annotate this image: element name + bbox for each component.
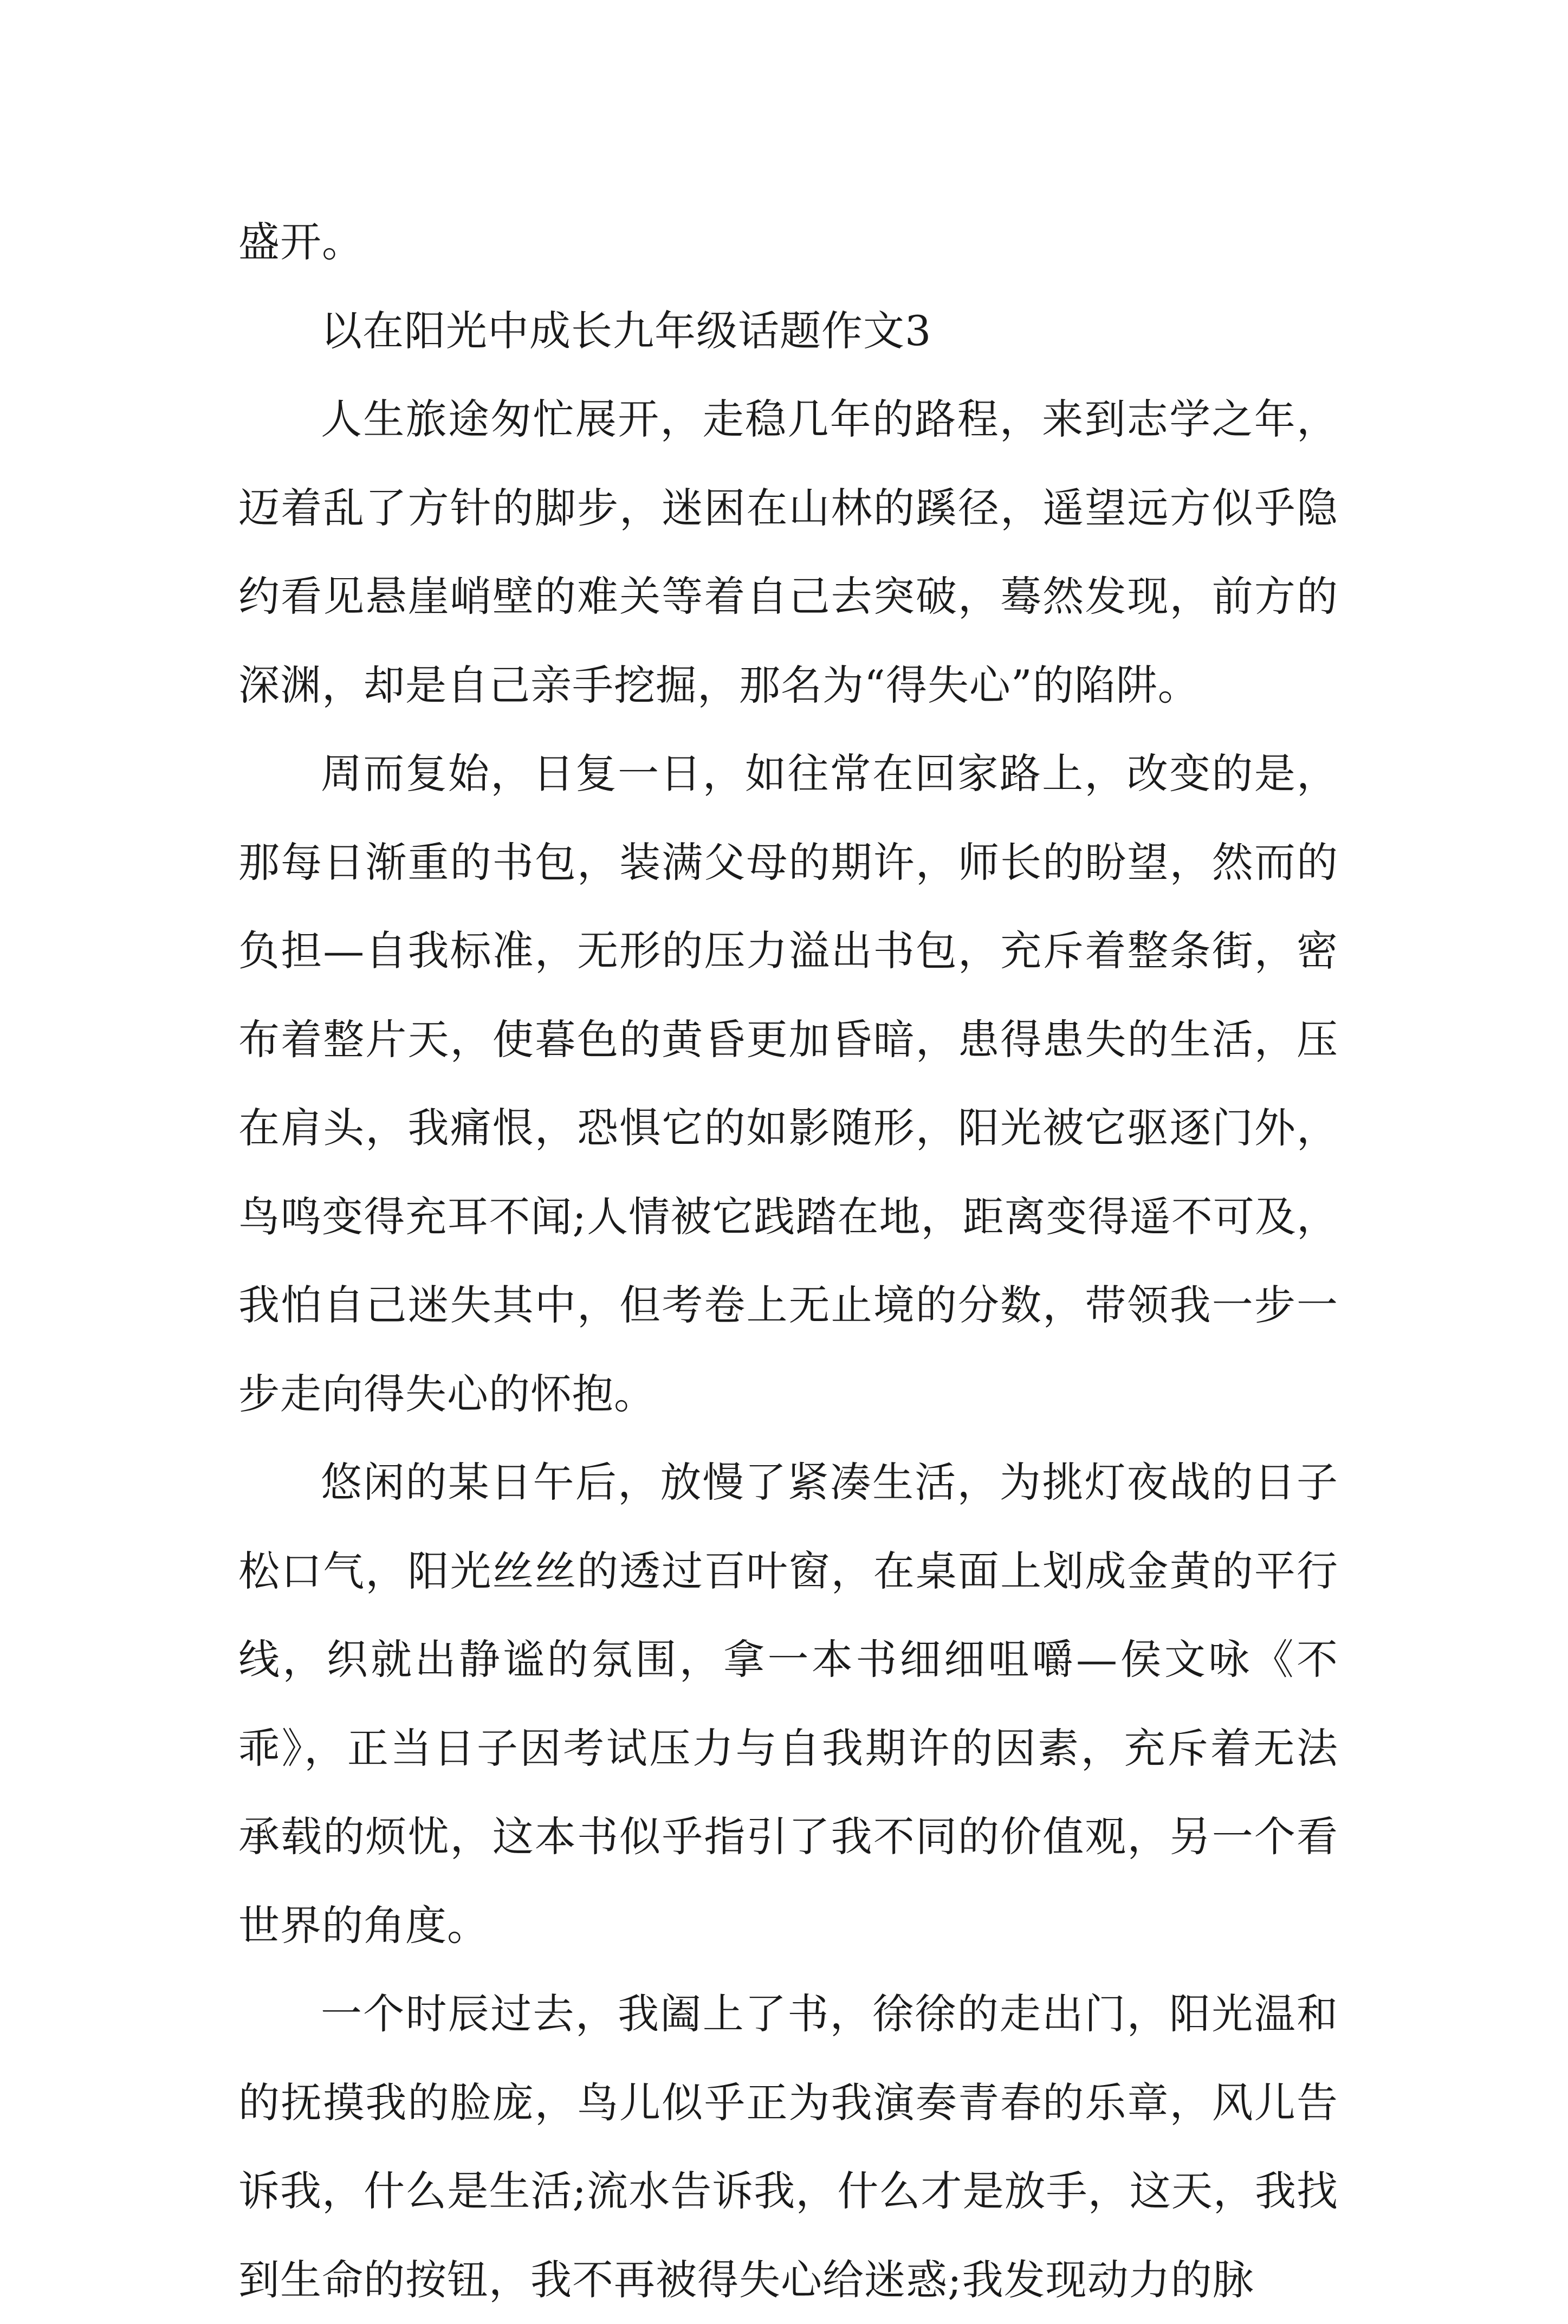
paragraph: 悠闲的某日午后，放慢了紧凑生活，为挑灯夜战的日子松口气，阳光丝丝的透过百叶窗，在桌面上划成金黄的平行线，织就出静谧的氛围，拿一本书细细咀嚼—侯文咏《不乖》，正当日子因考试压力与自我期许的因素，充斥着无法承载的烦忧，这本书似乎指引了我不同的价值观，另一个看世界的角度。: [238, 1458, 1338, 1950]
paragraph: 人生旅途匆忙展开，走稳几年的路程，来到志学之年，迈着乱了方针的脚步，迷困在山林的蹊径，遥望远方似乎隐约看见悬崖峭壁的难关等着自己去突破，蓦然发现，前方的深渊，却是自己亲手挖掘，那名为“得失心”的陷阱。: [238, 395, 1338, 709]
paragraph: 一个时辰过去，我阖上了书，徐徐的走出门，阳光温和的抚摸我的脸庞，鸟儿似乎正为我演奏青春的乐章，风儿告诉我，什么是生活;流水告诉我，什么才是放手，这天，我找到生命的按钮，我不再被得失心给迷惑;我发现动力的脉: [238, 1990, 1338, 2304]
paragraph: 周而复始，日复一日，如往常在回家路上，改变的是，那每日渐重的书包，装满父母的期许，师长的盼望，然而的负担—自我标准，无形的压力溢出书包，充斥着整条街，密布着整片天，使暮色的黄昏更加昏暗，患得患失的生活，压在肩头，我痛恨，恐惧它的如影随形，阳光被它驱逐门外，鸟鸣变得充耳不闻;人情被它践踏在地，距离变得遥不可及，我怕自己迷失其中，但考卷上无止境的分数，带领我一步一步走向得失心的怀抱。: [238, 749, 1338, 1418]
essay-body: [238, 198, 1338, 2324]
essay-title: 以在阳光中成长九年级话题作文3: [321, 306, 932, 355]
paragraph-continuation: 盛开。: [238, 218, 364, 266]
